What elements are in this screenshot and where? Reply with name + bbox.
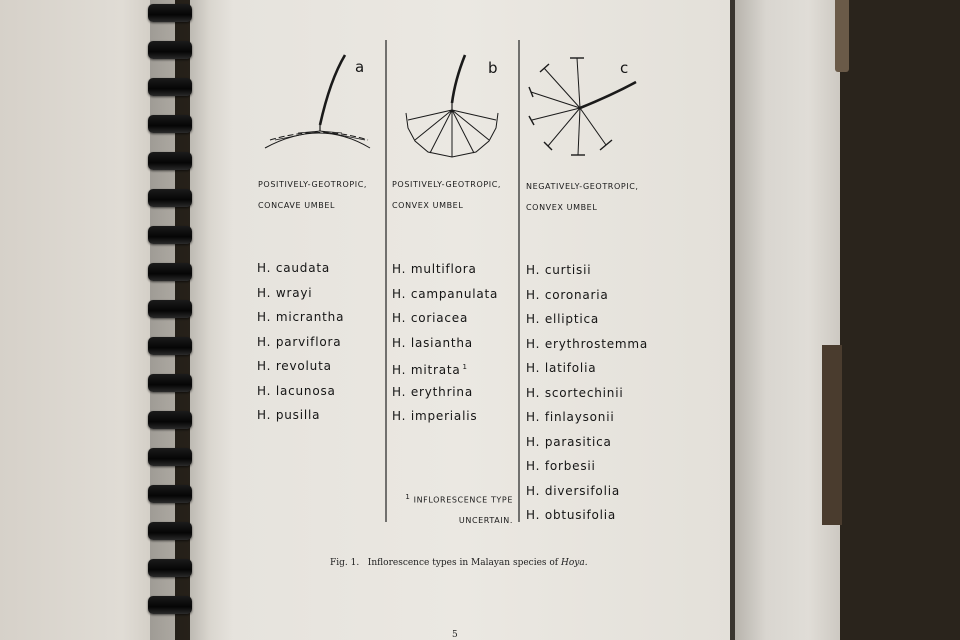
species-item: H. latifolia xyxy=(526,361,597,375)
species-item: H. parasitica xyxy=(526,434,612,449)
diagram-letter-a: a xyxy=(355,58,365,76)
footnote-line xyxy=(393,487,513,511)
caption-genus: Hoya. xyxy=(561,558,588,568)
species-item: H. campanulata xyxy=(392,286,499,301)
column-b-label xyxy=(392,174,501,216)
species-item: H. imperialis xyxy=(392,409,478,423)
species-item: H. forbesii xyxy=(526,459,596,473)
caption-text: Inflorescence types in Malayan species of xyxy=(367,558,559,568)
footnote xyxy=(393,487,513,531)
species-item: H. scortechinii xyxy=(526,385,624,400)
figure-caption xyxy=(330,558,630,568)
species-item: H. erythrina xyxy=(392,384,473,399)
species-item: H. parviflora xyxy=(257,334,342,349)
diagram-letter-b: b xyxy=(488,59,498,77)
footnote-mark: 1 xyxy=(462,363,468,371)
column-a-label xyxy=(258,174,367,216)
species-item: H. caudata xyxy=(257,261,331,275)
umbel-shape-label: CONVEX UMBEL xyxy=(392,201,464,210)
footnote-text: INFLORESCENCE TYPE xyxy=(413,495,513,505)
species-item: H. curtisii xyxy=(526,263,592,277)
caption-prefix: Fig. 1. xyxy=(330,558,360,568)
species-item: H. diversifolia xyxy=(526,483,620,498)
umbel-type-label: POSITIVELY-GEOTROPIC, xyxy=(392,180,502,189)
species-item: H. finlaysonii xyxy=(526,410,615,424)
species-item: H. obtusifolia xyxy=(526,508,617,522)
umbel-type-label: NEGATIVELY-GEOTROPIC, xyxy=(526,182,639,191)
species-item: H. coronaria xyxy=(526,287,609,302)
species-item: H. micrantha xyxy=(257,310,345,324)
species-item: H. erythrostemma xyxy=(526,336,649,351)
convex-umbel-diagram xyxy=(406,55,498,157)
species-item: H. wrayi xyxy=(257,285,313,300)
umbel-shape-label: CONCAVE UMBEL xyxy=(258,201,336,210)
page-number: 5 xyxy=(452,630,458,640)
footnote-mark: 1 xyxy=(405,493,411,501)
column-c-label xyxy=(526,176,639,218)
umbel-type-label: POSITIVELY-GEOTROPIC, xyxy=(258,180,368,189)
species-list-c xyxy=(526,258,648,528)
species-item: H. revoluta xyxy=(257,359,332,373)
species-item: H. lacunosa xyxy=(257,383,336,398)
footnote-line: UNCERTAIN. xyxy=(458,515,513,525)
species-list-b xyxy=(392,257,498,429)
species-item: H. pusilla xyxy=(257,408,321,422)
diagram-letter-c: c xyxy=(620,59,629,77)
species-item: H. elliptica xyxy=(526,312,600,326)
species-list-a xyxy=(257,256,344,428)
species-item: H. lasiantha xyxy=(392,335,473,350)
species-item: H. multiflora xyxy=(392,262,477,276)
species-item xyxy=(392,355,498,380)
umbel-shape-label: CONVEX UMBEL xyxy=(526,203,598,212)
species-item: H. coriacea xyxy=(392,311,469,325)
species-name: H. mitrata xyxy=(392,363,461,377)
